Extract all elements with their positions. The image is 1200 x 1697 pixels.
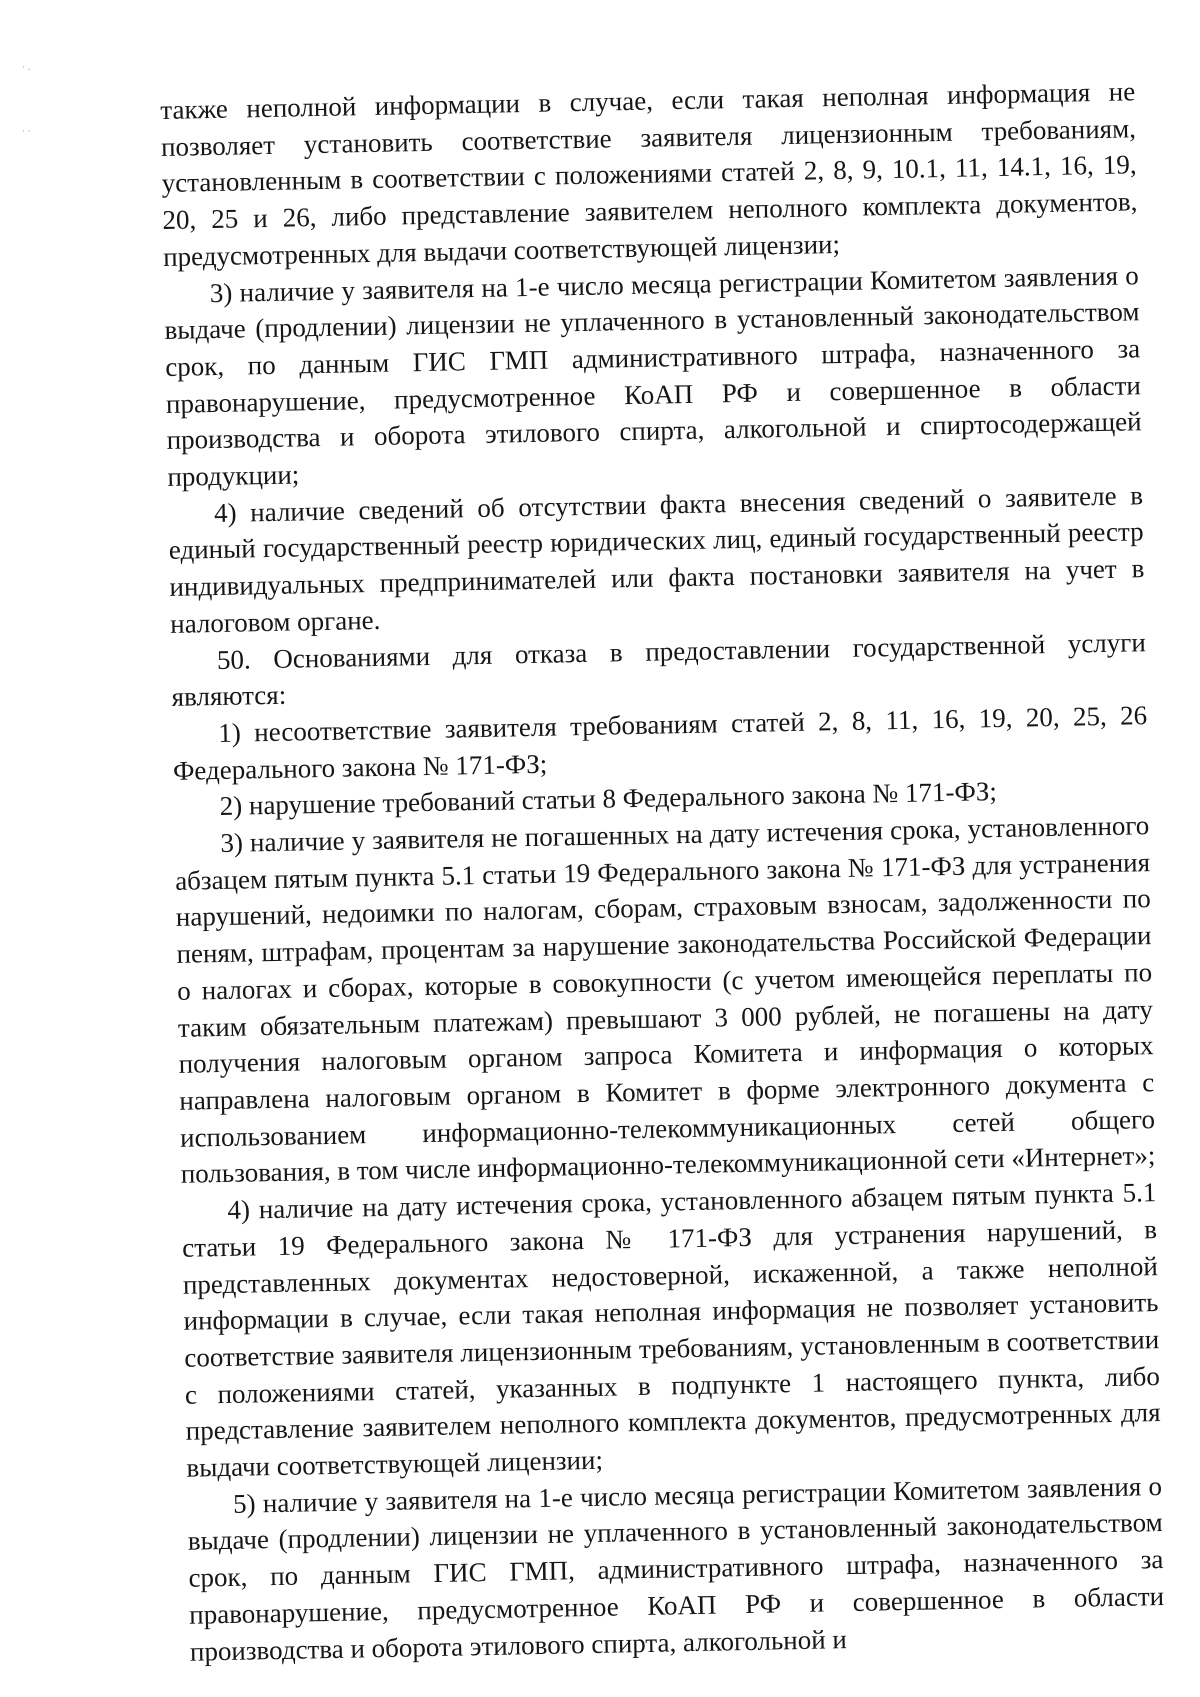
- paragraph-50-item-1: 1) несоответствие заявителя требованиям статей 2, 8, 11, 16, 19, 20, 25, 26 Федерального закона № 171-ФЗ;: [172, 700, 1148, 786]
- paragraph-item-4: 4) наличие сведений об отсутствии факта внесения сведений о заявителе в единый государственный реестр юридических лиц, единый государственный реестр индивидуальных предпринимателей или факта постановки заявителя на учет в налоговом органе.: [168, 479, 1145, 639]
- paragraph-50-item-4: 4) наличие на дату истечения срока, установленного абзацем пятым пункта 5.1 статьи 19 Федерального закона № 171-ФЗ для устранения нарушений, в представленных документах недостоверной, искаженной, а также неполной информации в случае, если такая неполная информация не позволяет установить соответствие заявителя лицензионным требованиям, установленным в соответствии с положениями статей, указанных в подпункте 1 настоящего пункта, либо представление заявителем неполного комплекта документов, предусмотренных для выдачи соответствующей лицензии;: [181, 1177, 1161, 1483]
- paragraph-50-item-5: 5) наличие у заявителя на 1-е число месяца регистрации Комитетом заявления о выдаче (продлении) лицензии не уплаченного в установленный законодательством срок, по данным ГИС ГМП, административного штрафа, назначенного за правонарушение, предусмотренное КоАП РФ и совершенное в области производства и оборота этилового спирта, алкогольной и: [187, 1470, 1165, 1667]
- scan-specks: · . · ·: [22, 63, 31, 137]
- paragraph-50-item-2: 2) нарушение требований статьи 8 Федерального закона № 171-ФЗ;: [219, 776, 998, 822]
- paragraph-item-3: 3) наличие у заявителя на 1-е число месяца регистрации Комитетом заявления о выдаче (продлении) лицензии не уплаченного в установленный законодательством срок, по данным ГИС ГМП административного штрафа, назначенного за правонарушение, предусмотренное КоАП РФ и совершенное в области производства и оборота этилового спирта, алкогольной и спиртосодержащей продукции;: [164, 259, 1142, 492]
- document-body: [160, 73, 1165, 1670]
- paragraph-50-item-3: 3) наличие у заявителя не погашенных на дату истечения срока, установленного абзацем пятым пункта 5.1 статьи 19 Федерального закона № 171-ФЗ для устранения нарушений, недоимки по налогам, сборам, страховым взносам, задолженности по пеням, штрафам, процентам за нарушение законодательства Российской Федерации о налогах и сборах, которые в совокупности (с учетом имеющейся переплаты по таким обязательным платежам) превышают 3 000 рублей, не погашены на дату получения налоговым органом запроса Комитета и информация о которых направлена налоговым органом в Комитет в форме электронного документа с использованием информационно-телекоммуникационных сетей общего пользования, в том числе информационно-телекоммуникационной сети «Интернет»;: [174, 810, 1156, 1190]
- paragraph-section-50: 50. Основаниями для отказа в предоставлении государственной услуги являются:: [171, 626, 1147, 713]
- paragraph-continuation: также неполной информации в случае, если такая неполная информация не позволяет установить соответствие заявителя лицензионным требованиям, установленным в соответствии с положениями статей 2, 8, 9, 10.1, 11, 14.1, 16, 19, 20, 25 и 26, либо представление заявителем неполного комплекта документов, предусмотренных для выдачи соответствующей лицензии;: [160, 76, 1138, 272]
